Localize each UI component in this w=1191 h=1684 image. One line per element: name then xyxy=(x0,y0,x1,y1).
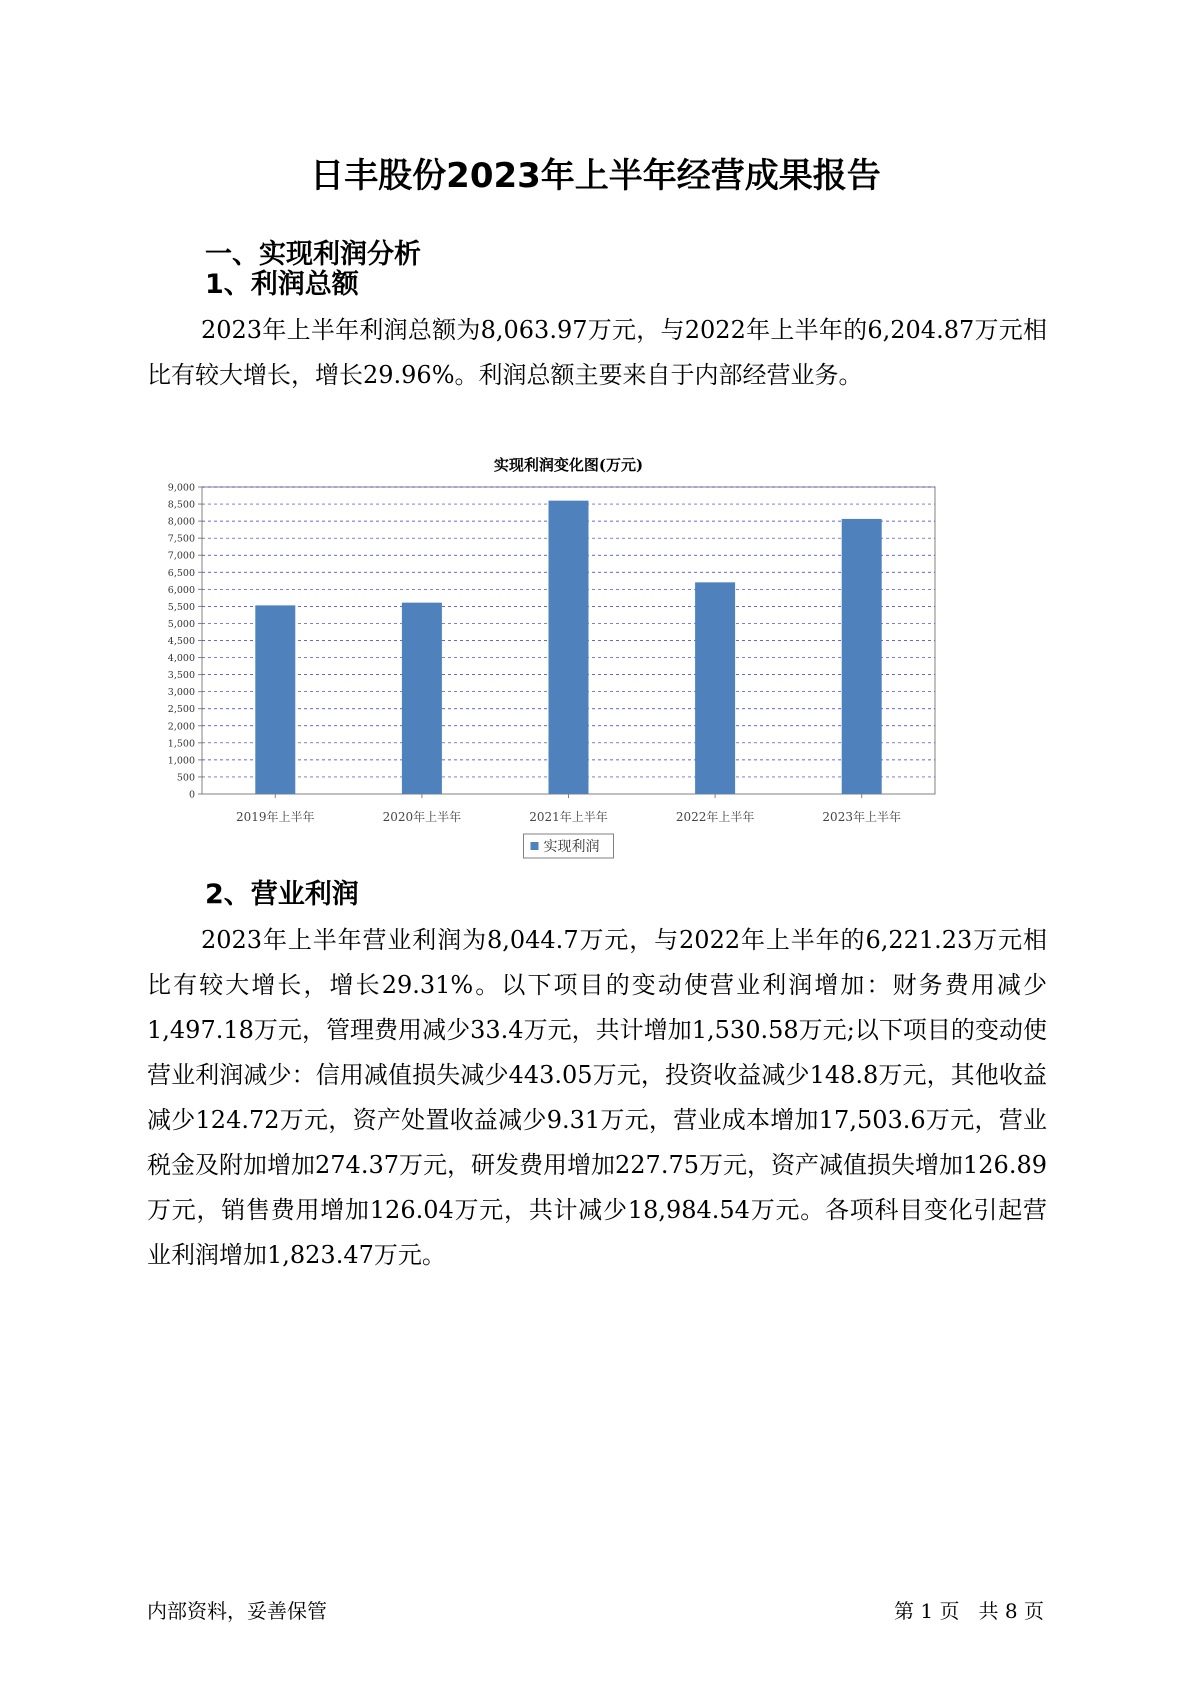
y-tick-label: 1,500 xyxy=(167,738,195,750)
x-tick-label: 2021年上半年 xyxy=(529,810,608,824)
bar xyxy=(695,582,735,794)
y-tick-label: 500 xyxy=(176,772,195,784)
subsection-heading-total-profit: 1、利润总额 xyxy=(205,269,359,300)
y-tick-label: 2,500 xyxy=(167,704,195,716)
chart-title: 实现利润变化图(万元) xyxy=(493,456,644,474)
total-profit-paragraph: 2023年上半年利润总额为8,063.97万元，与2022年上半年的6,204.87万元相比有较大增长，增长29.96%。利润总额主要来自于内部经营业务。 xyxy=(147,316,1047,389)
section-heading-profit-analysis: 一、实现利润分析 xyxy=(205,239,421,270)
y-tick-label: 3,000 xyxy=(167,687,195,699)
operating-profit-paragraph: 2023年上半年营业利润为8,044.7万元，与2022年上半年的6,221.23万元相比有较大增长，增长29.31%。以下项目的变动使营业利润增加：财务费用减少1,497.18万元，管理费用减少33.4万元，共计增加1,530.58万元;以下项目的变动使营业利润减少：信用减值损失减少443.05万元，投资收益减少148.8万元，其他收益减少124.72万元，资产处置收益减少9.31万元，营业成本增加17,503.6万元，营业税金及附加增加274.37万元，研发费用增加227.75万元，资产减值损失增加126.89万元，销售费用增加126.04万元，共计减少18,984.54万元。各项科目变化引起营业利润增加1,823.47万元。 xyxy=(147,926,1047,1269)
y-tick-label: 4,000 xyxy=(167,653,195,665)
page-title: 日丰股份2023年上半年经营成果报告 xyxy=(310,156,881,196)
y-tick-label: 5,500 xyxy=(167,601,195,613)
subsection-heading-operating-profit: 2、营业利润 xyxy=(205,879,359,910)
footer-confidential-note: 内部资料，妥善保管 xyxy=(147,1599,327,1623)
y-tick-label: 8,500 xyxy=(167,499,195,511)
x-tick-label: 2023年上半年 xyxy=(822,810,901,824)
y-tick-label: 4,500 xyxy=(167,636,195,647)
y-tick-label: 9,000 xyxy=(167,482,195,494)
bar xyxy=(255,605,295,794)
y-tick-label: 7,500 xyxy=(167,533,195,545)
bar xyxy=(842,519,882,794)
x-tick-label: 2022年上半年 xyxy=(675,810,755,824)
y-tick-label: 2,000 xyxy=(167,721,195,733)
x-tick-label: 2020年上半年 xyxy=(382,810,462,824)
y-tick-label: 1,000 xyxy=(167,755,195,767)
y-tick-label: 8,000 xyxy=(167,516,195,528)
x-tick-label: 2019年上半年 xyxy=(236,810,315,824)
legend-label: 实现利润 xyxy=(543,839,600,855)
profit-chart xyxy=(150,448,1050,908)
y-tick-label: 7,000 xyxy=(167,550,195,562)
footer-page-number: 第 1 页 共 8 页 xyxy=(894,1599,1044,1623)
y-tick-label: 3,500 xyxy=(167,670,195,682)
y-tick-label: 0 xyxy=(188,789,195,801)
bar xyxy=(549,501,589,794)
legend-swatch xyxy=(531,842,539,850)
y-tick-label: 6,000 xyxy=(167,584,195,596)
y-tick-label: 5,000 xyxy=(167,618,195,630)
y-tick-label: 6,500 xyxy=(167,567,195,579)
profit-bar-chart xyxy=(150,448,1050,908)
bar xyxy=(402,603,442,794)
